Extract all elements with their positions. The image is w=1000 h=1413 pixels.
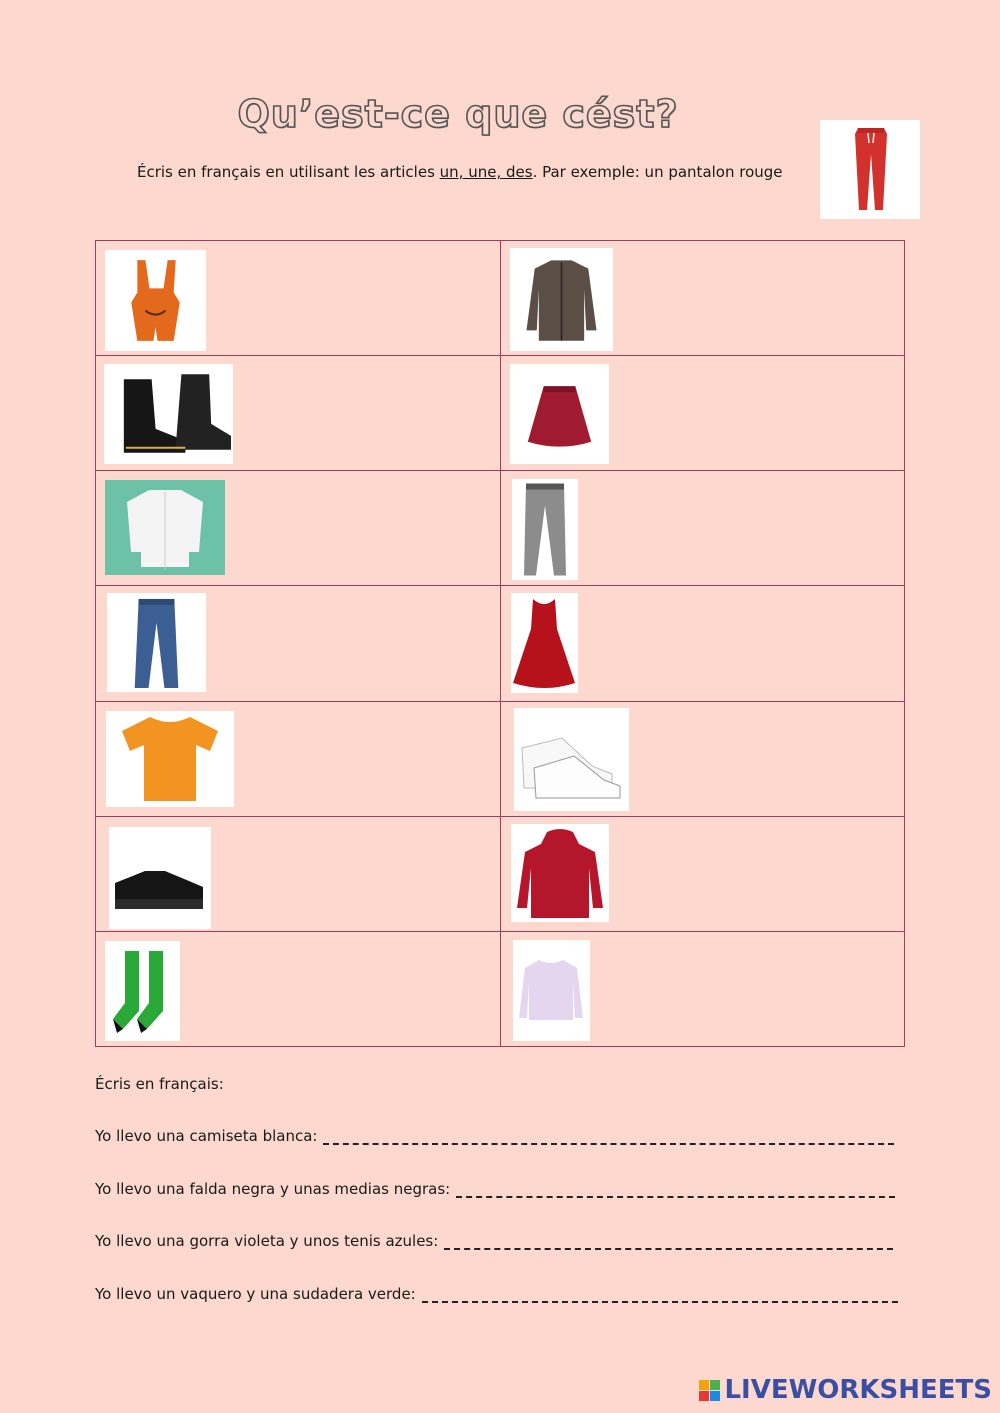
instructions-example: . Par exemple: un pantalon rouge [532, 163, 783, 181]
grid-cell[interactable] [500, 356, 905, 471]
sentence-label: Yo llevo una falda negra y unas medias negras: [95, 1180, 451, 1198]
grid-cell[interactable] [500, 931, 905, 1046]
blue-jeans-image [107, 593, 206, 692]
articles-underlined: un, une, des [439, 163, 533, 181]
brand-logo [699, 1375, 992, 1405]
section-heading: Écris en français: [95, 1075, 224, 1093]
clothing-grid [95, 240, 905, 1047]
white-sneakers-image [514, 708, 629, 811]
instructions [137, 163, 797, 181]
sentence-label: Yo llevo una camiseta blanca: [95, 1127, 318, 1145]
answer-blank[interactable] [444, 1236, 893, 1250]
sentence-label: Yo llevo una gorra violeta y unos tenis azules: [95, 1232, 439, 1250]
green-socks-image [105, 941, 180, 1041]
grid-cell[interactable] [96, 471, 501, 586]
answer-blank[interactable] [323, 1131, 894, 1145]
brown-leather-jacket-image [510, 248, 613, 351]
grid-cell[interactable] [500, 471, 905, 586]
worksheet-title: Qu’est-ce que cést? [237, 92, 679, 136]
grid-cell[interactable] [96, 356, 501, 471]
grid-cell[interactable] [96, 931, 501, 1046]
translation-item [95, 1127, 894, 1145]
grid-cell[interactable] [96, 241, 501, 356]
black-boots-image [104, 364, 233, 464]
answer-blank[interactable] [422, 1289, 898, 1303]
translation-item [95, 1232, 893, 1250]
example-red-trousers-image [820, 120, 920, 219]
liveworksheets-logo-icon [699, 1380, 720, 1401]
grid-cell[interactable] [500, 241, 905, 356]
lilac-sweater-image [513, 940, 590, 1041]
red-hoodie-image [511, 824, 609, 922]
grid-cell[interactable] [96, 816, 501, 931]
red-dress-image [511, 593, 578, 693]
white-shirt-image [105, 480, 225, 575]
grid-cell[interactable] [96, 701, 501, 816]
instructions-text: Écris en français en utilisant les articles [137, 163, 440, 181]
translation-item [95, 1285, 898, 1303]
answer-blank[interactable] [456, 1184, 895, 1198]
translation-item [95, 1180, 895, 1198]
grid-cell[interactable] [500, 586, 905, 701]
red-skirt-image [510, 364, 609, 464]
grid-cell[interactable] [500, 701, 905, 816]
brand-text: LIVEWORKSHEETS [724, 1375, 992, 1405]
black-platform-shoes-image [109, 827, 211, 929]
grid-cell[interactable] [96, 586, 501, 701]
grid-cell[interactable] [500, 816, 905, 931]
sentence-label: Yo llevo un vaquero y una sudadera verde: [95, 1285, 416, 1303]
orange-t-shirt-image [106, 711, 234, 807]
grey-trousers-image [512, 479, 578, 580]
orange-overalls-image [105, 250, 206, 351]
